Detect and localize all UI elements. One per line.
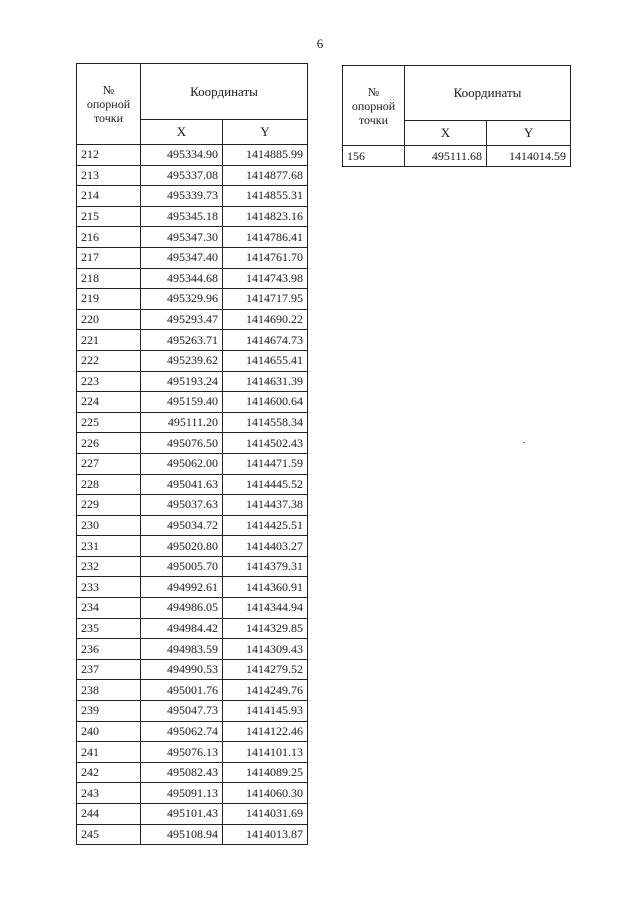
x-coordinate-cell: 495339.73: [141, 186, 223, 207]
point-number-cell: 212: [77, 145, 141, 166]
point-number-cell: 231: [77, 536, 141, 557]
x-coordinate-cell: 494990.53: [141, 659, 223, 680]
x-coordinate-cell: 495329.96: [141, 289, 223, 310]
table-row: [77, 598, 308, 619]
point-number-cell: 232: [77, 556, 141, 577]
point-number-cell: 224: [77, 392, 141, 413]
x-coordinate-cell: 495091.13: [141, 783, 223, 804]
table-row: [77, 186, 308, 207]
point-number-cell: 218: [77, 268, 141, 289]
y-coordinate-cell: 1414743.98: [223, 268, 308, 289]
y-coordinate-cell: 1414309.43: [223, 639, 308, 660]
y-coordinate-cell: 1414279.52: [223, 659, 308, 680]
point-number-cell: 234: [77, 598, 141, 619]
table-row: [77, 783, 308, 804]
y-coordinate-cell: 1414122.46: [223, 721, 308, 742]
table-row: [77, 433, 308, 454]
x-coordinate-cell: 495263.71: [141, 330, 223, 351]
scan-speck: [523, 442, 525, 443]
y-column-header: Y: [223, 120, 308, 145]
x-coordinate-cell: 495037.63: [141, 495, 223, 516]
y-coordinate-cell: 1414437.38: [223, 495, 308, 516]
table-row: [77, 515, 308, 536]
x-coordinate-cell: 495041.63: [141, 474, 223, 495]
x-coordinate-cell: 495001.76: [141, 680, 223, 701]
x-coordinate-cell: 495111.20: [141, 412, 223, 433]
table-row: [77, 145, 308, 166]
x-coordinate-cell: 494984.42: [141, 618, 223, 639]
x-coordinate-cell: 495082.43: [141, 762, 223, 783]
y-coordinate-cell: 1414101.13: [223, 742, 308, 763]
point-number-cell: 229: [77, 495, 141, 516]
x-coordinate-cell: 495076.13: [141, 742, 223, 763]
table-row: [77, 247, 308, 268]
x-coordinate-cell: 495062.74: [141, 721, 223, 742]
table-row: [77, 536, 308, 557]
point-number-cell: 219: [77, 289, 141, 310]
y-coordinate-cell: 1414786.41: [223, 227, 308, 248]
x-coordinate-cell: 495344.68: [141, 268, 223, 289]
table-row: [77, 392, 308, 413]
x-coordinate-cell: 495159.40: [141, 392, 223, 413]
table-row: [77, 639, 308, 660]
coordinates-table-right: [342, 65, 571, 167]
y-coordinate-cell: 1414631.39: [223, 371, 308, 392]
point-number-cell: 223: [77, 371, 141, 392]
y-coordinate-cell: 1414655.41: [223, 350, 308, 371]
table-row: [77, 495, 308, 516]
point-number-cell: 225: [77, 412, 141, 433]
point-number-header: № опорной точки: [343, 66, 405, 146]
y-coordinate-cell: 1414249.76: [223, 680, 308, 701]
x-coordinate-cell: 495062.00: [141, 453, 223, 474]
y-coordinate-cell: 1414502.43: [223, 433, 308, 454]
x-coordinate-cell: 495020.80: [141, 536, 223, 557]
point-number-cell: 235: [77, 618, 141, 639]
x-column-header: X: [141, 120, 223, 145]
table-row: [77, 165, 308, 186]
x-coordinate-cell: 494992.61: [141, 577, 223, 598]
table-row: [77, 701, 308, 722]
table-row: [77, 577, 308, 598]
x-coordinate-cell: 495345.18: [141, 206, 223, 227]
table-row: [77, 371, 308, 392]
point-number-cell: 244: [77, 804, 141, 825]
point-number-cell: 238: [77, 680, 141, 701]
x-coordinate-cell: 495005.70: [141, 556, 223, 577]
table-row: [77, 824, 308, 845]
y-coordinate-cell: 1414823.16: [223, 206, 308, 227]
point-number-cell: 220: [77, 309, 141, 330]
table-row: [77, 412, 308, 433]
y-coordinate-cell: 1414014.59: [487, 146, 571, 167]
point-number-cell: 228: [77, 474, 141, 495]
y-coordinate-cell: 1414360.91: [223, 577, 308, 598]
y-coordinate-cell: 1414761.70: [223, 247, 308, 268]
coordinates-header: Координаты: [405, 66, 571, 121]
point-number-cell: 233: [77, 577, 141, 598]
x-coordinate-cell: 495076.50: [141, 433, 223, 454]
table-row: [77, 659, 308, 680]
table-row: [77, 268, 308, 289]
coordinates-header: Координаты: [141, 64, 308, 120]
point-number-cell: 237: [77, 659, 141, 680]
y-coordinate-cell: 1414885.99: [223, 145, 308, 166]
x-coordinate-cell: 495239.62: [141, 350, 223, 371]
y-coordinate-cell: 1414060.30: [223, 783, 308, 804]
page-number: 6: [316, 36, 324, 51]
table-row: [77, 206, 308, 227]
x-coordinate-cell: 495101.43: [141, 804, 223, 825]
table-row: [77, 289, 308, 310]
y-coordinate-cell: 1414329.85: [223, 618, 308, 639]
point-number-cell: 227: [77, 453, 141, 474]
x-coordinate-cell: 495347.30: [141, 227, 223, 248]
table-row: [77, 721, 308, 742]
point-number-cell: 213: [77, 165, 141, 186]
table-row: [77, 350, 308, 371]
y-coordinate-cell: 1414031.69: [223, 804, 308, 825]
y-coordinate-cell: 1414877.68: [223, 165, 308, 186]
point-number-cell: 226: [77, 433, 141, 454]
x-coordinate-cell: 495337.08: [141, 165, 223, 186]
point-number-cell: 216: [77, 227, 141, 248]
point-number-cell: 214: [77, 186, 141, 207]
point-number-cell: 217: [77, 247, 141, 268]
y-coordinate-cell: 1414403.27: [223, 536, 308, 557]
x-coordinate-cell: 495108.94: [141, 824, 223, 845]
x-coordinate-cell: 495047.73: [141, 701, 223, 722]
x-coordinate-cell: 495111.68: [405, 146, 487, 167]
point-number-cell: 221: [77, 330, 141, 351]
y-coordinate-cell: 1414717.95: [223, 289, 308, 310]
y-coordinate-cell: 1414558.34: [223, 412, 308, 433]
table-row: [77, 309, 308, 330]
point-number-cell: 236: [77, 639, 141, 660]
x-coordinate-cell: 494983.59: [141, 639, 223, 660]
y-coordinate-cell: 1414089.25: [223, 762, 308, 783]
point-number-cell: 215: [77, 206, 141, 227]
x-coordinate-cell: 495193.24: [141, 371, 223, 392]
y-coordinate-cell: 1414013.87: [223, 824, 308, 845]
point-number-header: № опорной точки: [77, 64, 141, 145]
x-coordinate-cell: 495293.47: [141, 309, 223, 330]
table-row: [77, 474, 308, 495]
table-row: [77, 227, 308, 248]
table-row: [77, 680, 308, 701]
x-coordinate-cell: 495034.72: [141, 515, 223, 536]
y-coordinate-cell: 1414855.31: [223, 186, 308, 207]
x-coordinate-cell: 495334.90: [141, 145, 223, 166]
coordinates-table-left: [76, 63, 308, 845]
table-row: [77, 804, 308, 825]
point-number-cell: 156: [343, 146, 405, 167]
x-column-header: X: [405, 121, 487, 146]
table-row: [77, 330, 308, 351]
point-number-cell: 230: [77, 515, 141, 536]
point-number-cell: 241: [77, 742, 141, 763]
y-coordinate-cell: 1414471.59: [223, 453, 308, 474]
y-coordinate-cell: 1414344.94: [223, 598, 308, 619]
table-row: [343, 146, 571, 167]
table-row: [77, 762, 308, 783]
x-coordinate-cell: 494986.05: [141, 598, 223, 619]
y-coordinate-cell: 1414379.31: [223, 556, 308, 577]
point-number-cell: 245: [77, 824, 141, 845]
point-number-cell: 222: [77, 350, 141, 371]
table-row: [77, 618, 308, 639]
y-coordinate-cell: 1414600.64: [223, 392, 308, 413]
table-row: [77, 556, 308, 577]
table-row: [77, 742, 308, 763]
point-number-cell: 243: [77, 783, 141, 804]
y-coordinate-cell: 1414690.22: [223, 309, 308, 330]
point-number-cell: 242: [77, 762, 141, 783]
y-coordinate-cell: 1414674.73: [223, 330, 308, 351]
x-coordinate-cell: 495347.40: [141, 247, 223, 268]
point-number-cell: 239: [77, 701, 141, 722]
y-coordinate-cell: 1414445.52: [223, 474, 308, 495]
y-coordinate-cell: 1414145.93: [223, 701, 308, 722]
point-number-cell: 240: [77, 721, 141, 742]
y-coordinate-cell: 1414425.51: [223, 515, 308, 536]
y-column-header: Y: [487, 121, 571, 146]
table-row: [77, 453, 308, 474]
